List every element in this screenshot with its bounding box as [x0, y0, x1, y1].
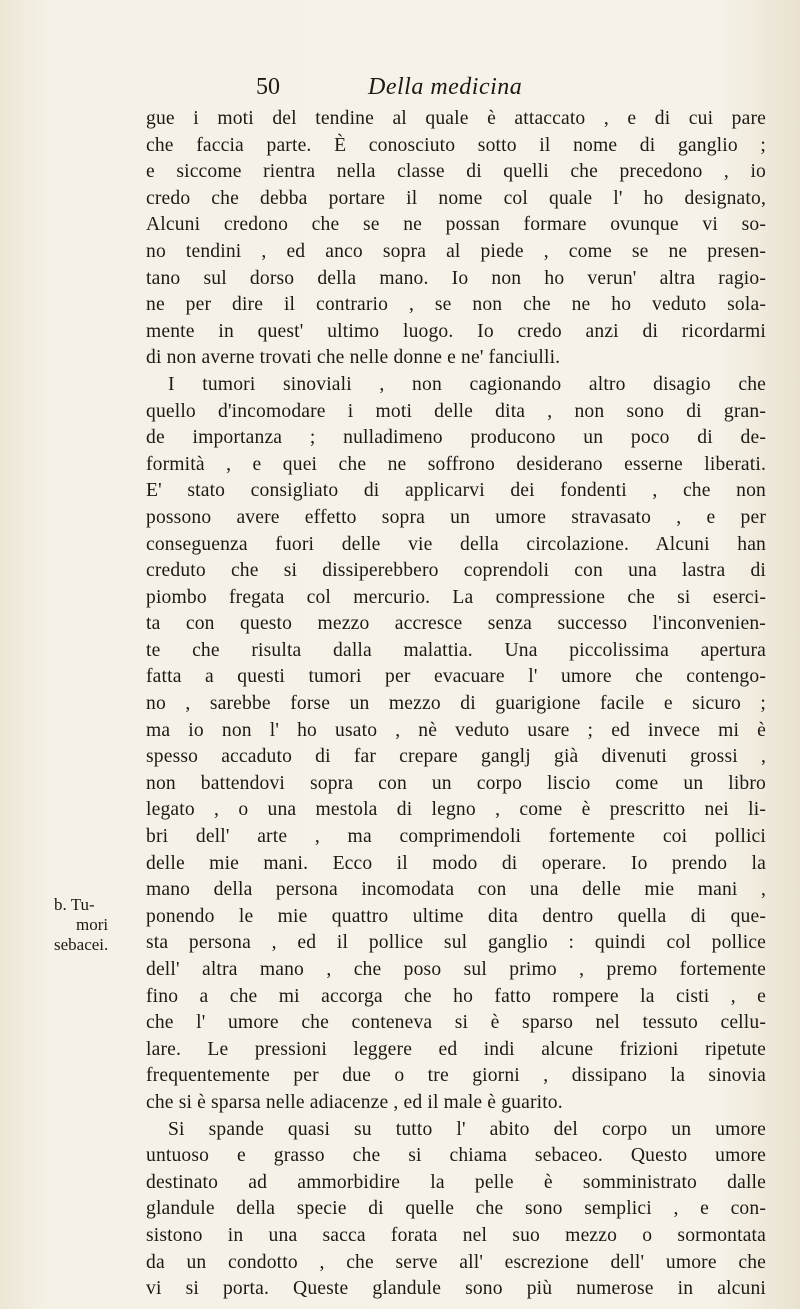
text-line: te che risulta dalla malattia. Una piccolissima apertura	[146, 639, 766, 661]
text-line: untuoso e grasso che si chiama sebaceo. Questo umore	[146, 1145, 766, 1167]
text-line: tano sul dorso della mano. Io non ho verun' altra ragio-	[146, 267, 766, 289]
text-line: legato , o una mestola di legno , come è prescritto nei li-	[146, 799, 766, 821]
text-line: lare. Le pressioni leggere ed indi alcune frizioni ripetute	[146, 1038, 766, 1060]
text-line: di non averne trovati che nelle donne e ne' fanciulli.	[146, 347, 561, 369]
margin-note-line: mori	[76, 915, 109, 934]
text-line: I tumori sinoviali , non cagionando altro disagio che	[168, 373, 766, 395]
margin-note	[54, 895, 144, 955]
page-header	[256, 74, 586, 104]
text-line: che faccia parte. È conosciuto sotto il nome di ganglio ;	[146, 134, 766, 156]
text-line: da un condotto , che serve all' escrezione dell' umore che	[146, 1251, 766, 1273]
text-line: sistono in una sacca forata nel suo mezzo o sormontata	[146, 1224, 766, 1246]
text-line: vi si porta. Queste glandule sono più numerose in alcuni	[146, 1278, 766, 1300]
text-line: bri dell' arte , ma comprimendoli fortemente coi pollici	[146, 826, 766, 848]
text-line: mano della persona incomodata con una delle mie mani ,	[146, 879, 766, 901]
text-line: E' stato consigliato di applicarvi dei fondenti , che non	[146, 480, 766, 502]
text-line: conseguenza fuori delle vie della circolazione. Alcuni han	[146, 533, 766, 555]
text-line: sta persona , ed il pollice sul ganglio : quindi col pollice	[146, 932, 766, 954]
text-line: fatta a questi tumori per evacuare l' umore che contengo-	[146, 666, 766, 688]
text-line: possono avere effetto sopra un umore stravasato , e per	[146, 506, 766, 528]
text-line: no , sarebbe forse un mezzo di guarigione facile e sicuro ;	[146, 693, 766, 715]
text-line: de importanza ; nulladimeno producono un poco di de-	[146, 427, 766, 449]
text-line: ta con questo mezzo accresce senza successo l'inconvenien-	[146, 613, 766, 635]
text-line: e siccome rientra nella classe di quelli che precedono , io	[146, 161, 766, 183]
text-line: Si spande quasi su tutto l' abito del corpo un umore	[168, 1118, 766, 1140]
text-line: piombo fregata col mercurio. La compressione che si eserci-	[146, 586, 766, 608]
text-line: non battendovi sopra con un corpo liscio come un libro	[146, 772, 766, 794]
text-line: destinato ad ammorbidire la pelle è somministrato dalle	[146, 1171, 766, 1193]
text-line: spesso accaduto di far crepare ganglj già divenuti grossi ,	[146, 746, 766, 768]
text-line: formità , e quei che ne soffrono desiderano esserne liberati.	[146, 453, 766, 475]
text-line: quello d'incomodare i moti delle dita , non sono di gran-	[146, 400, 766, 422]
text-line: creduto che si dissiperebbero coprendoli con una lastra di	[146, 560, 766, 582]
text-line: gue i moti del tendine al quale è attaccato , e di cui pare	[146, 108, 766, 129]
text-line: no tendini , ed anco sopra al piede , come se ne presen-	[146, 240, 766, 262]
text-line: che si è sparsa nelle adiacenze , ed il male è guarito.	[146, 1091, 563, 1113]
text-line: che l' umore che conteneva si è sparso nel tessuto cellu-	[146, 1012, 766, 1034]
text-line: ponendo le mie quattro ultime dita dentro quella di que-	[146, 905, 766, 927]
text-line: delle mie mani. Ecco il modo di operare. Io prendo la	[146, 852, 766, 874]
text-line: dell' altra mano , che poso sul primo , premo fortemente	[146, 959, 766, 980]
text-line: glandule della specie di quelle che sono semplici , e con-	[146, 1198, 766, 1220]
text-line: Alcuni credono che se ne possan formare ovunque vi so-	[146, 214, 766, 236]
running-title: Della medicina	[368, 74, 523, 100]
body-text	[146, 106, 766, 1303]
text-line: ma io non l' ho usato , nè veduto usare ; ed invece mi è	[146, 719, 766, 741]
text-line: credo che debba portare il nome col quale l' ho designato,	[146, 187, 766, 209]
margin-note-line: sebacei.	[54, 935, 109, 954]
text-line: frequentemente per due o tre giorni , dissipano la sinovia	[146, 1065, 766, 1087]
page-number: 50	[256, 74, 280, 100]
text-line: ne per dire il contrario , se non che ne ho veduto sola-	[146, 294, 766, 316]
margin-note-line: b. Tu-	[54, 895, 95, 914]
text-line: fino a che mi accorga che ho fatto rompere la cisti , e	[146, 985, 766, 1007]
text-line: mente in quest' ultimo luogo. Io credo anzi di ricordarmi	[146, 320, 766, 342]
